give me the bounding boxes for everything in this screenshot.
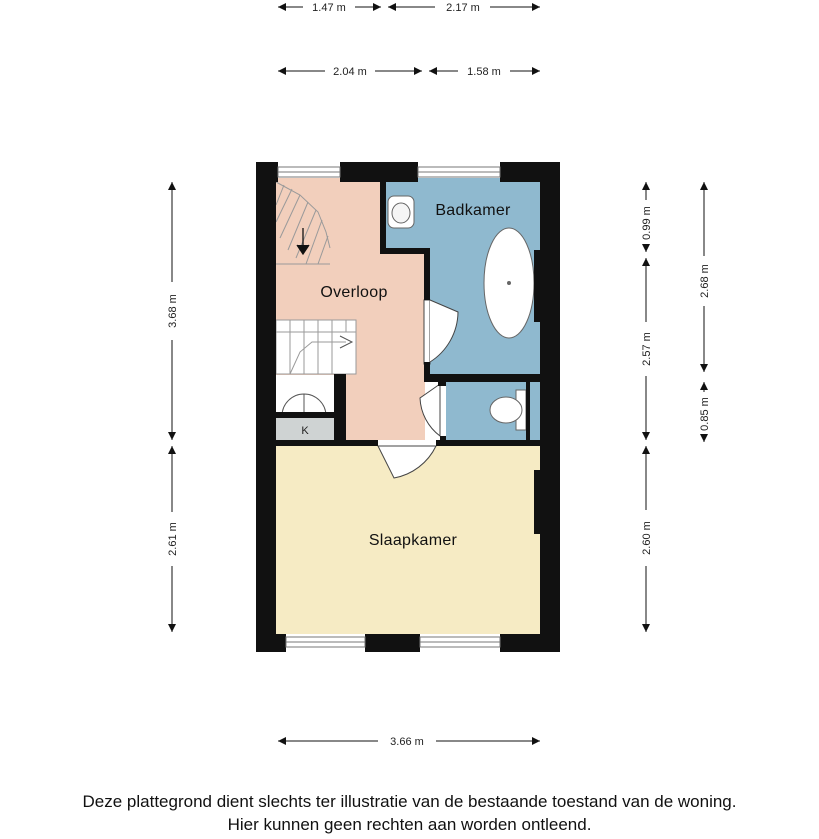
disclaimer-line-1: Deze plattegrond dient slechts ter illustratie van de bestaande toestand van de woning. xyxy=(82,792,737,811)
dim-left-upper: 3.68 m xyxy=(167,294,179,328)
room-label-overloop: Overloop xyxy=(320,284,388,301)
bathtub xyxy=(484,228,534,338)
dim-right-inner-bottom: 2.60 m xyxy=(641,521,653,555)
dim-bottom: 3.66 m xyxy=(390,736,424,748)
dim-top-row2-right: 1.58 m xyxy=(467,66,501,78)
room-label-badkamer: Badkamer xyxy=(435,202,511,219)
dim-right-inner-top: 0.99 m xyxy=(641,206,653,240)
dim-top-row1-right: 2.17 m xyxy=(446,2,480,14)
dim-right-outer-bottom: 0.85 m xyxy=(699,397,711,431)
dim-left-lower: 2.61 m xyxy=(167,522,179,556)
stairs-lower xyxy=(276,320,356,374)
bathroom-sink xyxy=(388,196,414,228)
disclaimer-line-2: Hier kunnen geen rechten aan worden ontleend. xyxy=(227,815,592,834)
dim-top-row2-left: 2.04 m xyxy=(333,66,367,78)
disclaimer xyxy=(0,790,819,836)
dim-top-row1-left: 1.47 m xyxy=(312,2,346,14)
kast-label: K xyxy=(301,425,309,437)
dim-right-outer-top: 2.68 m xyxy=(699,264,711,298)
room-label-slaapkamer: Slaapkamer xyxy=(368,532,458,549)
dim-right-inner-mid: 2.57 m xyxy=(641,332,653,366)
